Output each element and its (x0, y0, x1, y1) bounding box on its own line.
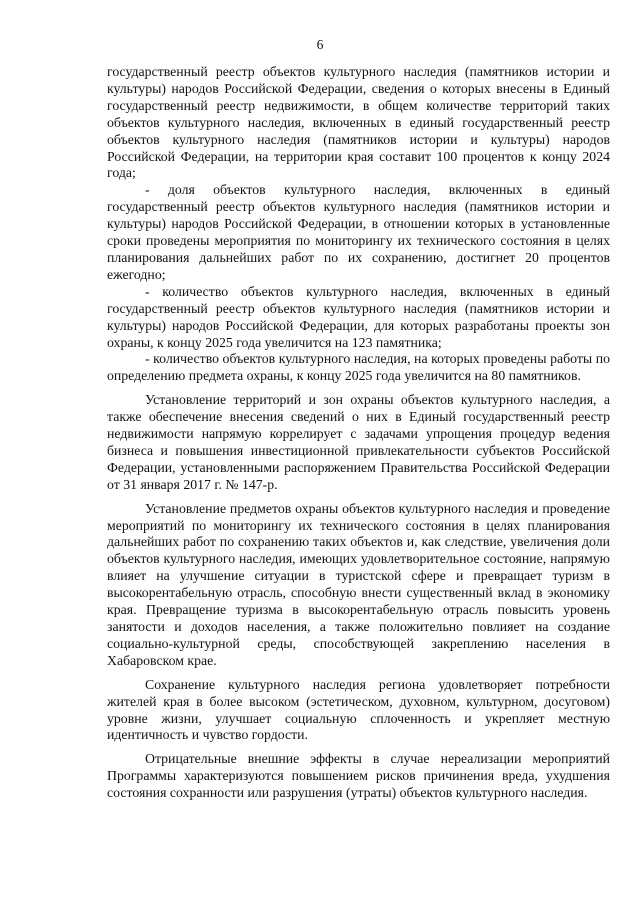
list-item-protection-subject: - количество объектов культурного наследия, на которых проведены работы по определению предмета охраны, к концу 2025 года увеличится на 80 памятников. (107, 351, 610, 384)
paragraph-continuation: государственный реестр объектов культурного наследия (памятников истории и культуры) народов Российской Федерации, сведения о которых внесены в Единый государственный реестр недвижимости, в общем количестве территорий таких объектов культурного наследия, включенных в единый государственный реестр объектов культурного наследия (памятников истории и культуры) народов Российской Федерации, на территории края составит 100 процентов к концу 2024 года; (107, 64, 610, 181)
paragraph-territories: Установление территорий и зон охраны объектов культурного наследия, а также обеспечение внесения сведений о них в Единый государственный реестр недвижимости напрямую коррелирует с задачами упрощения процедур ведения бизнеса и повышения инвестиционной привлекательности субъектов Российской Федерации, установленными распоряжением Правительства Российской Федерации от 31 января 2017 г. № 147-р. (107, 392, 610, 492)
paragraph-protection-subjects: Установление предметов охраны объектов культурного наследия и проведение мероприятий по мониторингу их технического состояния в целях планирования дальнейших работ по сохранению таких объектов и, как следствие, увеличения доли объектов культурного наследия, имеющих удовлетворительное состояние, напрямую влияет на улучшение ситуации в туристской сфере и превращает туризм в высокорентабельную отрасль, способную внести существенный вклад в экономику края. Превращение туризма в высокорентабельную отрасль повысить уровень занятости и доходов населения, а также положительно повлияет на создание социально-культурной среды, способствующей закреплению населения в Хабаровском крае. (107, 500, 610, 668)
page-number: 6 (316, 37, 324, 52)
paragraph-heritage-preservation: Сохранение культурного наследия региона удовлетворяет потребности жителей края в более высоком (эстетическом, духовном, культурном, досуговом) уровне жизни, улучшает социальную сплоченность и укрепляет местную идентичность и чувство гордости. (107, 676, 610, 743)
paragraph-negative-effects: Отрицательные внешние эффекты в случае нереализации мероприятий Программы характеризуются повышением рисков причинения вреда, ухудшения состояния сохранности или разрушения (утраты) объектов культурного наследия. (107, 751, 610, 801)
document-body (107, 64, 610, 802)
list-item-share-monitoring: - доля объектов культурного наследия, включенных в единый государственный реестр объектов культурного наследия (памятников истории и культуры) народов Российской Федерации, в отношении которых в установленные сроки проведены мероприятия по мониторингу их технического состояния в целях планирования дальнейших работ по их сохранению, достигнет 20 процентов ежегодно; (107, 182, 610, 282)
list-item-protection-zones: - количество объектов культурного наследия, включенных в единый государственный реестр объектов культурного наследия (памятников истории и культуры) народов Российской Федерации, для которых разработаны проекты зон охраны, к концу 2025 года увеличится на 123 памятника; (107, 283, 610, 350)
